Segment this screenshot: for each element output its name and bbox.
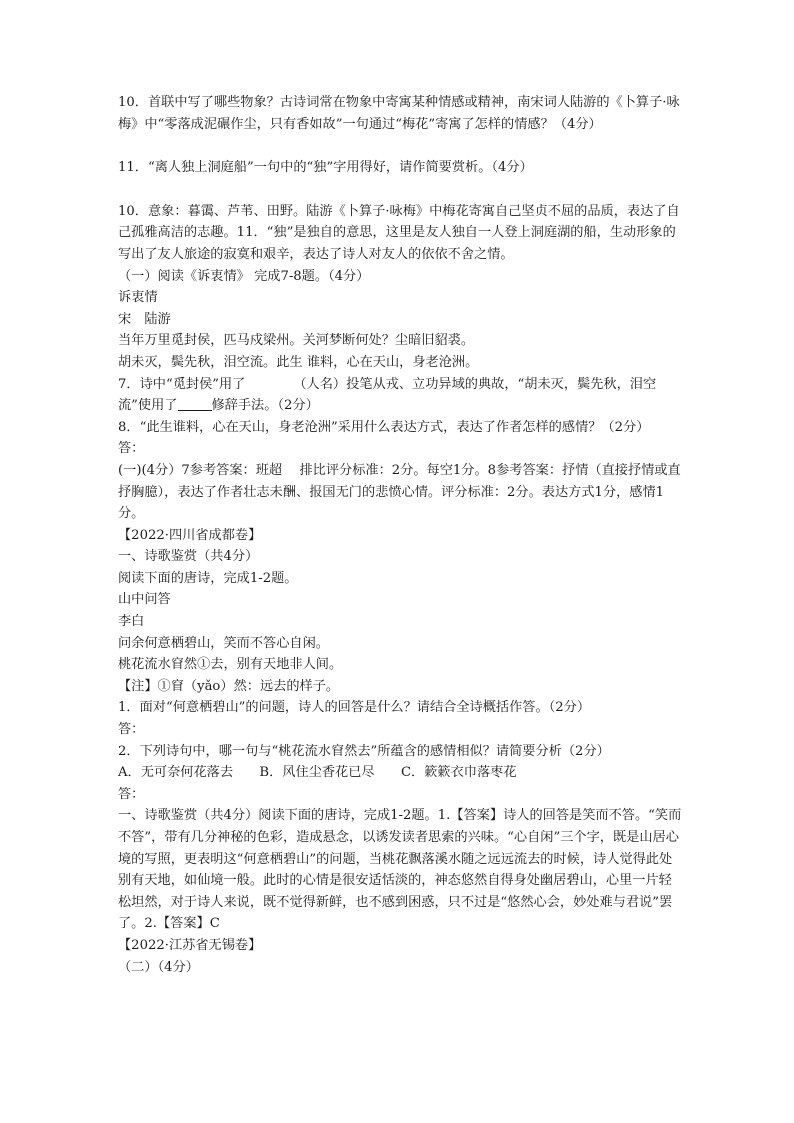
- question-7: [118, 374, 684, 417]
- spacer: [118, 179, 684, 201]
- answer-10-11: 10．意象：暮霭、芦苇、田野。陆游《卜算子·咏梅》中梅花寄寓自己坚贞不屈的品质，表达了自己孤雅高洁的志趣。11．“独”是独自的意思，这里是友人独自一人登上洞庭湖的船，生动形象的写出了友人旅途的寂寞和艰辛，表达了诗人对友人的依依不舍之情。: [118, 203, 680, 262]
- answer-label: 答：: [118, 722, 145, 738]
- question-10: 10．首联中写了哪些物象？古诗词常在物象中寄寓某种情感或精神，南宋词人陆游的《卜算子·咏梅》中“零落成泥碾作尘，只有香如故”一句通过“梅花”寄寓了怎样的情感？（4分）: [118, 95, 680, 132]
- spacer: [118, 135, 684, 157]
- section-title-1: （一）阅读《诉衷情》 完成7-8题。（4分）: [118, 268, 370, 284]
- poem-author-1: 宋 陆游: [118, 311, 171, 327]
- poem-line: 胡未灭，鬓先秋，泪空流。此生 谁料，心在天山，身老沧洲。: [118, 354, 479, 370]
- poem-author-2: 李白: [118, 614, 145, 630]
- source-label: 【2022·四川省成都卷】: [118, 527, 262, 543]
- section-title-2: 一、诗歌鉴赏（共4分）: [118, 549, 259, 565]
- section-instruction: 阅读下面的唐诗，完成1-2题。: [118, 570, 298, 586]
- section-title-3: （二）（4分）: [118, 959, 199, 975]
- question-8: 8．“此生谁料，心在天山，身老沧洲”采用什么表达方式，表达了作者怎样的感情？（2分）: [118, 419, 650, 435]
- answer-1-2: 一、诗歌鉴赏（共4分）阅读下面的唐诗，完成1-2题。1.【答案】诗人的回答是笑而不答。“笑而不答”，带有几分神秘的色彩，造成悬念，以诱发读者思索的兴味。“心自闲”三个字，既是山居心境的写照，更表明这“何意栖碧山”的问题，当桃花飘落溪水随之远远流去的时候，诗人觉得此处别有天地，如仙境一般。此时的心情是很安适恬淡的，神态悠然自得身处幽居碧山，心里一片轻松坦然，对于诗人来说，既不觉得新鲜，也不感到困惑，只不过是“悠然心会，妙处难与君说”罢了。2.【答案】C: [118, 808, 682, 932]
- answer-label: 答：: [118, 786, 145, 802]
- document-page: [118, 92, 684, 978]
- question-11: 11．“离人独上洞庭船”一句中的“独”字用得好，请作简要赏析。（4分）: [118, 160, 533, 176]
- question-7-part-a: 7．诗中“觅封侯”用了: [118, 376, 246, 392]
- question-2: 2．下列诗句中，哪一句与“桃花流水窅然去”所蕴含的感情相似？请简要分析（2分）: [118, 743, 610, 759]
- fill-underline: [178, 396, 212, 411]
- answer-7-8: (一)(4分）7参考答案：班超 排比评分标准：2分。每空1分。8参考答案：抒情（直接抒情或直抒胸臆），表达了作者壮志未酬、报国无门的悲愤心情。评分标准：2分。表达方式1分，感情1分。: [118, 462, 681, 522]
- question-1: 1．面对“何意栖碧山”的问题，诗人的回答是什么？请结合全诗概括作答。（2分）: [118, 700, 591, 716]
- answer-label: 答：: [118, 441, 145, 457]
- poem-title-2: 山中问答: [118, 592, 171, 608]
- question-7-part-b: （人名）投笔从戎、立功异域的典故，“胡未灭，鬓先秋，泪空流”使用了: [118, 376, 657, 414]
- poem-line: 当年万里觅封侯，匹马戍梁州。关河梦断何处？尘暗旧貂裘。: [118, 333, 475, 349]
- question-7-part-c: 修辞手法。（2分）: [211, 398, 319, 414]
- poem-note: 【注】①窅（yǎo）然：远去的样子。: [118, 678, 340, 694]
- poem-line: 桃花流水窅然①去，别有天地非人间。: [118, 657, 343, 673]
- poem-line: 问余何意栖碧山，笑而不答心自闲。: [118, 635, 329, 651]
- question-2-options: A．无可奈何花落去 B．风住尘香花已尽 C．簌簌衣巾落枣花: [118, 765, 517, 781]
- poem-title-1: 诉衷情: [118, 290, 158, 306]
- source-label: 【2022·江苏省无锡卷】: [118, 937, 262, 953]
